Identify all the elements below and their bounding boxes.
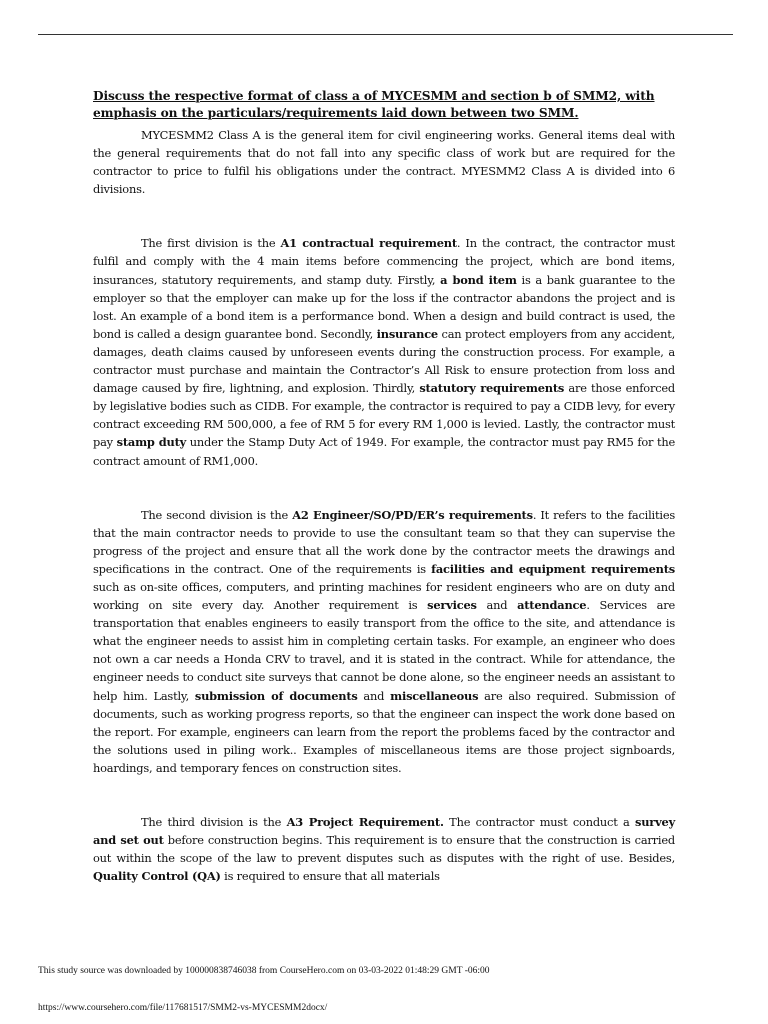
text-run: can protect employers from any accident, damages, death claims caused by unforeseen events during the construction process. For example, a contractor must purchase and maintain the Contractor’s All Risk to ensure protection from loss and damage caused by fire, lightning, and explosion. Thirdly, [93,326,676,396]
text-run: is a bank guarantee to the employer so that the employer can make up for the loss if the contractor abandons the project and is lost. An example of a bond item is a performance bond. When a design and build contract is used, the bond is called a design guarantee bond. Secondly, [93,272,675,341]
question-heading: Discuss the respective format of class a of MYCESMM and section b of SMM2, with emphasis on the particulars/requirements laid down between two SMM. [93,89,655,120]
paragraph-a3 [93,813,675,885]
paragraph-intro [93,126,675,198]
bold-term: a bond item [440,272,517,287]
text-run: The first division is the [141,236,281,251]
text-run: The contractor must conduct a [443,815,636,829]
bold-term: statutory requirements [419,381,565,396]
text-run: are those enforced by legislative bodies such as CIDB. For example, the contractor is required to pay a CIDB levy, for every contract exceeding RM 500,000, a fee of RM 5 for every RM 1,000 is levied. Lastly, the contractor must pay [93,381,676,450]
top-divider [38,34,733,35]
text-run: . It refers to the facilities that the main contractor needs to provide to use the consultant team so that they can supervise the progress of the project and ensure that all the work done by the contractor meets the drawings and specifications in the contract. One of the requirements is [93,507,675,576]
paragraph-a2 [93,506,675,777]
bold-term: survey and set out [93,815,675,848]
paragraph-gap [93,777,675,813]
bold-term: A1 contractual requirement [280,236,457,251]
bold-term: stamp duty [116,435,187,450]
text-run: The third division is the [141,815,287,829]
text-run: are also required. Submission of documents, such as working progress reports, so that the engineer can inspect the work done based on the report. For example, engineers can learn from the report the problems faced by the contractor and the solutions used in piling work.. Examples of miscellaneous items are those project signboards, hoardings, and temporary fences on construction sites. [93,688,676,775]
bold-term: insurance [376,326,438,341]
text-run: The second division is the [141,507,293,522]
bold-term: miscellaneous [390,688,479,703]
text-run: is required to ensure that all materials [220,869,440,884]
source-url[interactable]: https://www.coursehero.com/file/117681517/SMM2-vs-MYCESMM2docx/ [38,1003,328,1013]
bold-term: attendance [517,598,587,613]
text-run: . Services are transportation that enables engineers to easily transport from the office to the site, and attendance is what the engineer needs to assist him in completing certain tasks. For example, an engineer who does not own a car needs a Honda CRV to travel, and it is stated in the contract. While for attendance, the engineer needs to conduct site surveys that cannot be done alone, so the engineer needs an assistant to help him. Lastly, [93,598,675,703]
text-run: before construction begins. This requirement is to ensure that the construction is carried out within the scope of the law to prevent disputes such as disputes with the right of use. Besides, [93,833,676,866]
bold-term: A2 Engineer/SO/PD/ER’s requirements [292,507,533,522]
text-run: such as on-site offices, computers, and printing machines for resident engineers who are on duty and working on site every day. Another requirement is [93,579,675,613]
download-source-note: This study source was downloaded by 100000838746038 from CourseHero.com on 03-03-2022 01:48:29 GMT -06:00 [38,966,490,976]
paragraph-intro-text: MYCESMM2 Class A is the general item for civil engineering works. General items deal with the general requirements that do not fall into any specific class of work but are required for the contractor to price to fulfil his obligations under the contract. MYESMM2 Class A is divided into 6 divisions. [93,128,675,197]
paragraph-gap [93,470,675,506]
bold-term: services [427,598,477,613]
paragraph-gap [93,198,675,234]
bold-term: Quality Control (QA) [93,869,221,884]
bold-term: submission of documents [194,688,358,703]
text-run: . In the contract, the contractor must fulfil and comply with the 4 main items before commencing the project, which are bond items, insurances, statutory requirements, and stamp duty. Firstly, [93,236,675,287]
paragraph-a1 [93,234,675,469]
text-run: and [357,688,391,703]
document-body [93,88,675,885]
text-run: and [476,598,518,613]
bold-term: A3 Project Requirement. [286,815,444,829]
text-run: under the Stamp Duty Act of 1949. For example, the contractor must pay RM5 for the contract amount of RM1,000. [93,435,675,468]
bold-term: facilities and equipment requirements [431,561,675,576]
